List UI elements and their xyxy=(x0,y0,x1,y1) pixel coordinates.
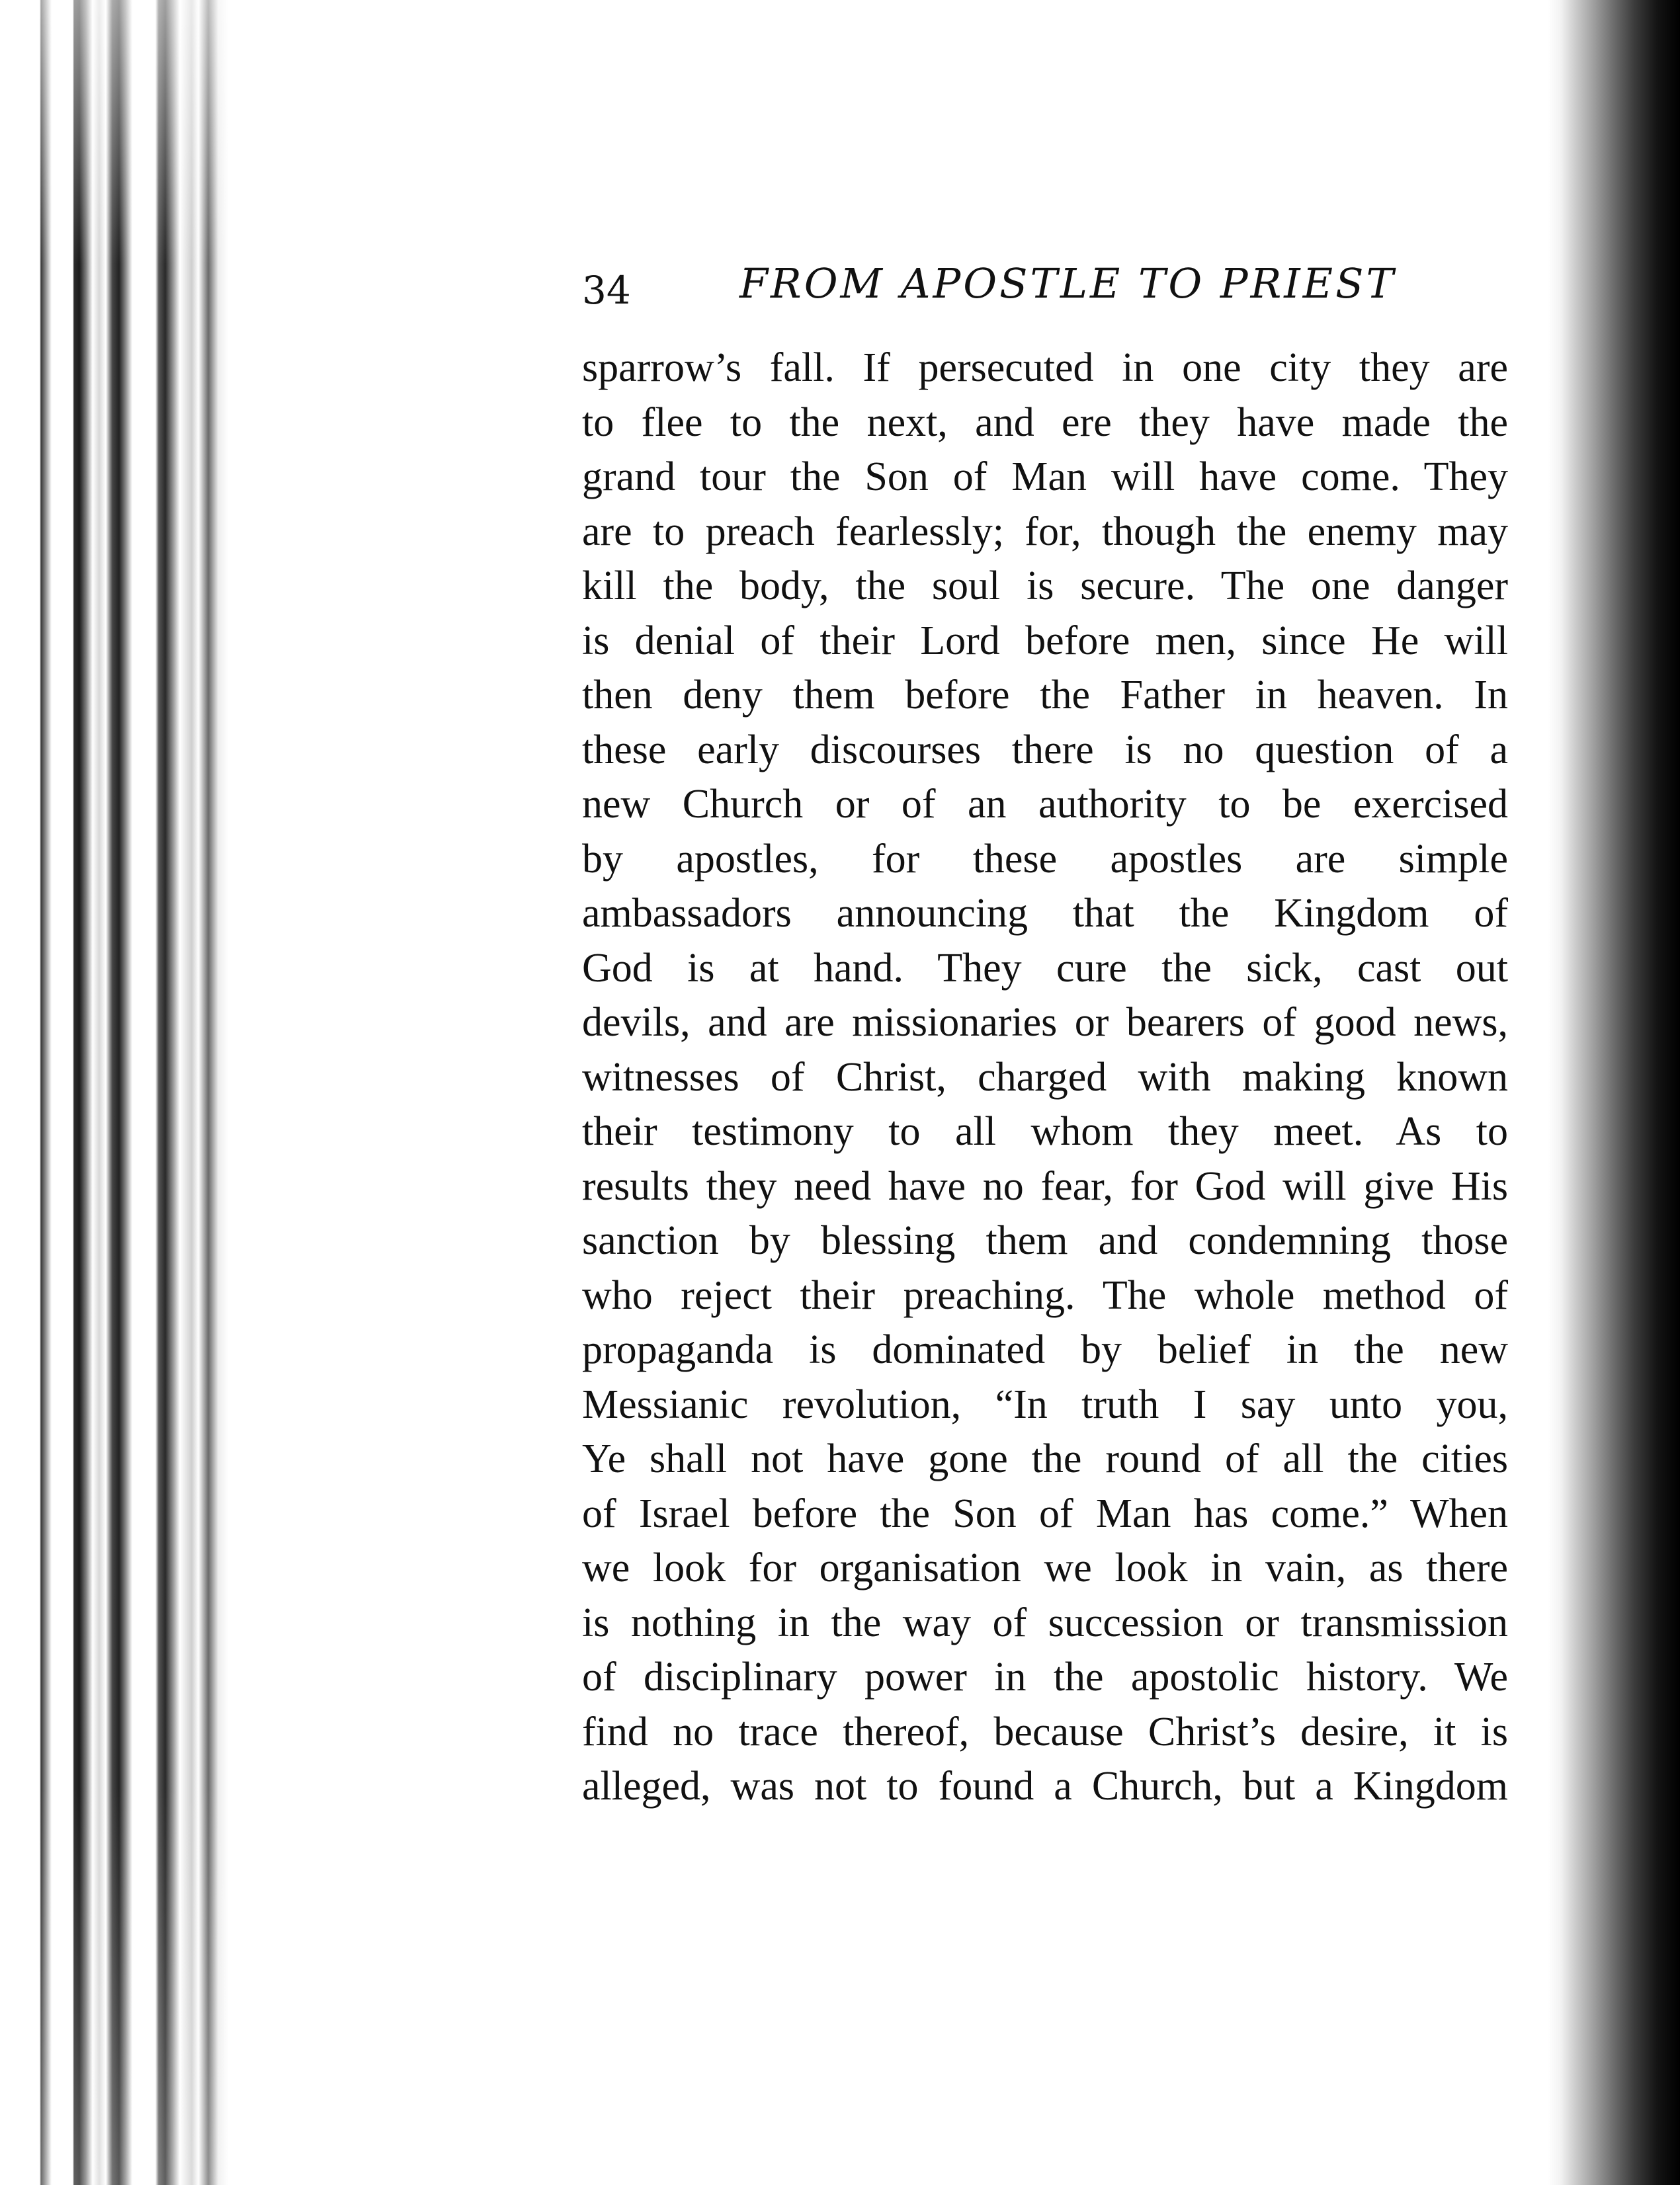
text-line: sparrow’s fall. If persecuted in one city they are xyxy=(582,345,1508,390)
text-line: witnesses of Christ, charged with making known xyxy=(582,1054,1508,1100)
text-line: is denial of their Lord before men, since He will xyxy=(582,618,1508,663)
text-line: Ye shall not have gone the round of all the cities xyxy=(582,1436,1508,1481)
text-line: God is at hand. They cure the sick, cast out xyxy=(582,945,1508,991)
text-line: we look for organisation we look in vain, as there xyxy=(582,1546,1508,1590)
running-head: FROM APOSTLE TO PRIEST xyxy=(739,259,1396,308)
text-line: find no trace thereof, because Christ’s desire, it is xyxy=(582,1709,1508,1754)
text-line: of Israel before the Son of Man has come.” When xyxy=(582,1491,1508,1536)
text-line: then deny them before the Father in heaven. In xyxy=(582,673,1508,718)
text-line: is nothing in the way of succession or transmission xyxy=(582,1600,1508,1645)
page-number: 34 xyxy=(582,268,631,313)
left-page-edges-fade xyxy=(0,0,265,2185)
text-line: their testimony to all whom they meet. As to xyxy=(582,1109,1508,1154)
text-line: these early discourses there is no question of a xyxy=(582,727,1508,772)
text-line: of disciplinary power in the apostolic history. We xyxy=(582,1655,1508,1700)
text-line: grand tour the Son of Man will have come. They xyxy=(582,454,1508,499)
text-line: Messianic revolution, “In truth I say unto you, xyxy=(582,1381,1508,1427)
text-line: are to preach fearlessly; for, though the enemy may xyxy=(582,509,1508,554)
text-line: new Church or of an authority to be exercised xyxy=(582,782,1508,827)
text-line: devils, and are missionaries or bearers of good news, xyxy=(582,1000,1508,1045)
text-line: who reject their preaching. The whole method of xyxy=(582,1272,1508,1318)
text-line: sanction by blessing them and condemning those xyxy=(582,1218,1508,1263)
body-text xyxy=(582,341,1508,1814)
text-line: alleged, was not to found a Church, but a Kingdom xyxy=(582,1764,1508,1809)
text-line: to flee to the next, and ere they have made the xyxy=(582,399,1508,445)
text-line: kill the body, the soul is secure. The one danger xyxy=(582,563,1508,608)
text-line: results they need have no fear, for God will give His xyxy=(582,1163,1508,1209)
text-line: propaganda is dominated by belief in the new xyxy=(582,1327,1508,1372)
text-line: by apostles, for these apostles are simple xyxy=(582,836,1508,882)
binding-shadow xyxy=(1548,0,1680,2185)
text-line: ambassadors announcing that the Kingdom of xyxy=(582,891,1508,936)
